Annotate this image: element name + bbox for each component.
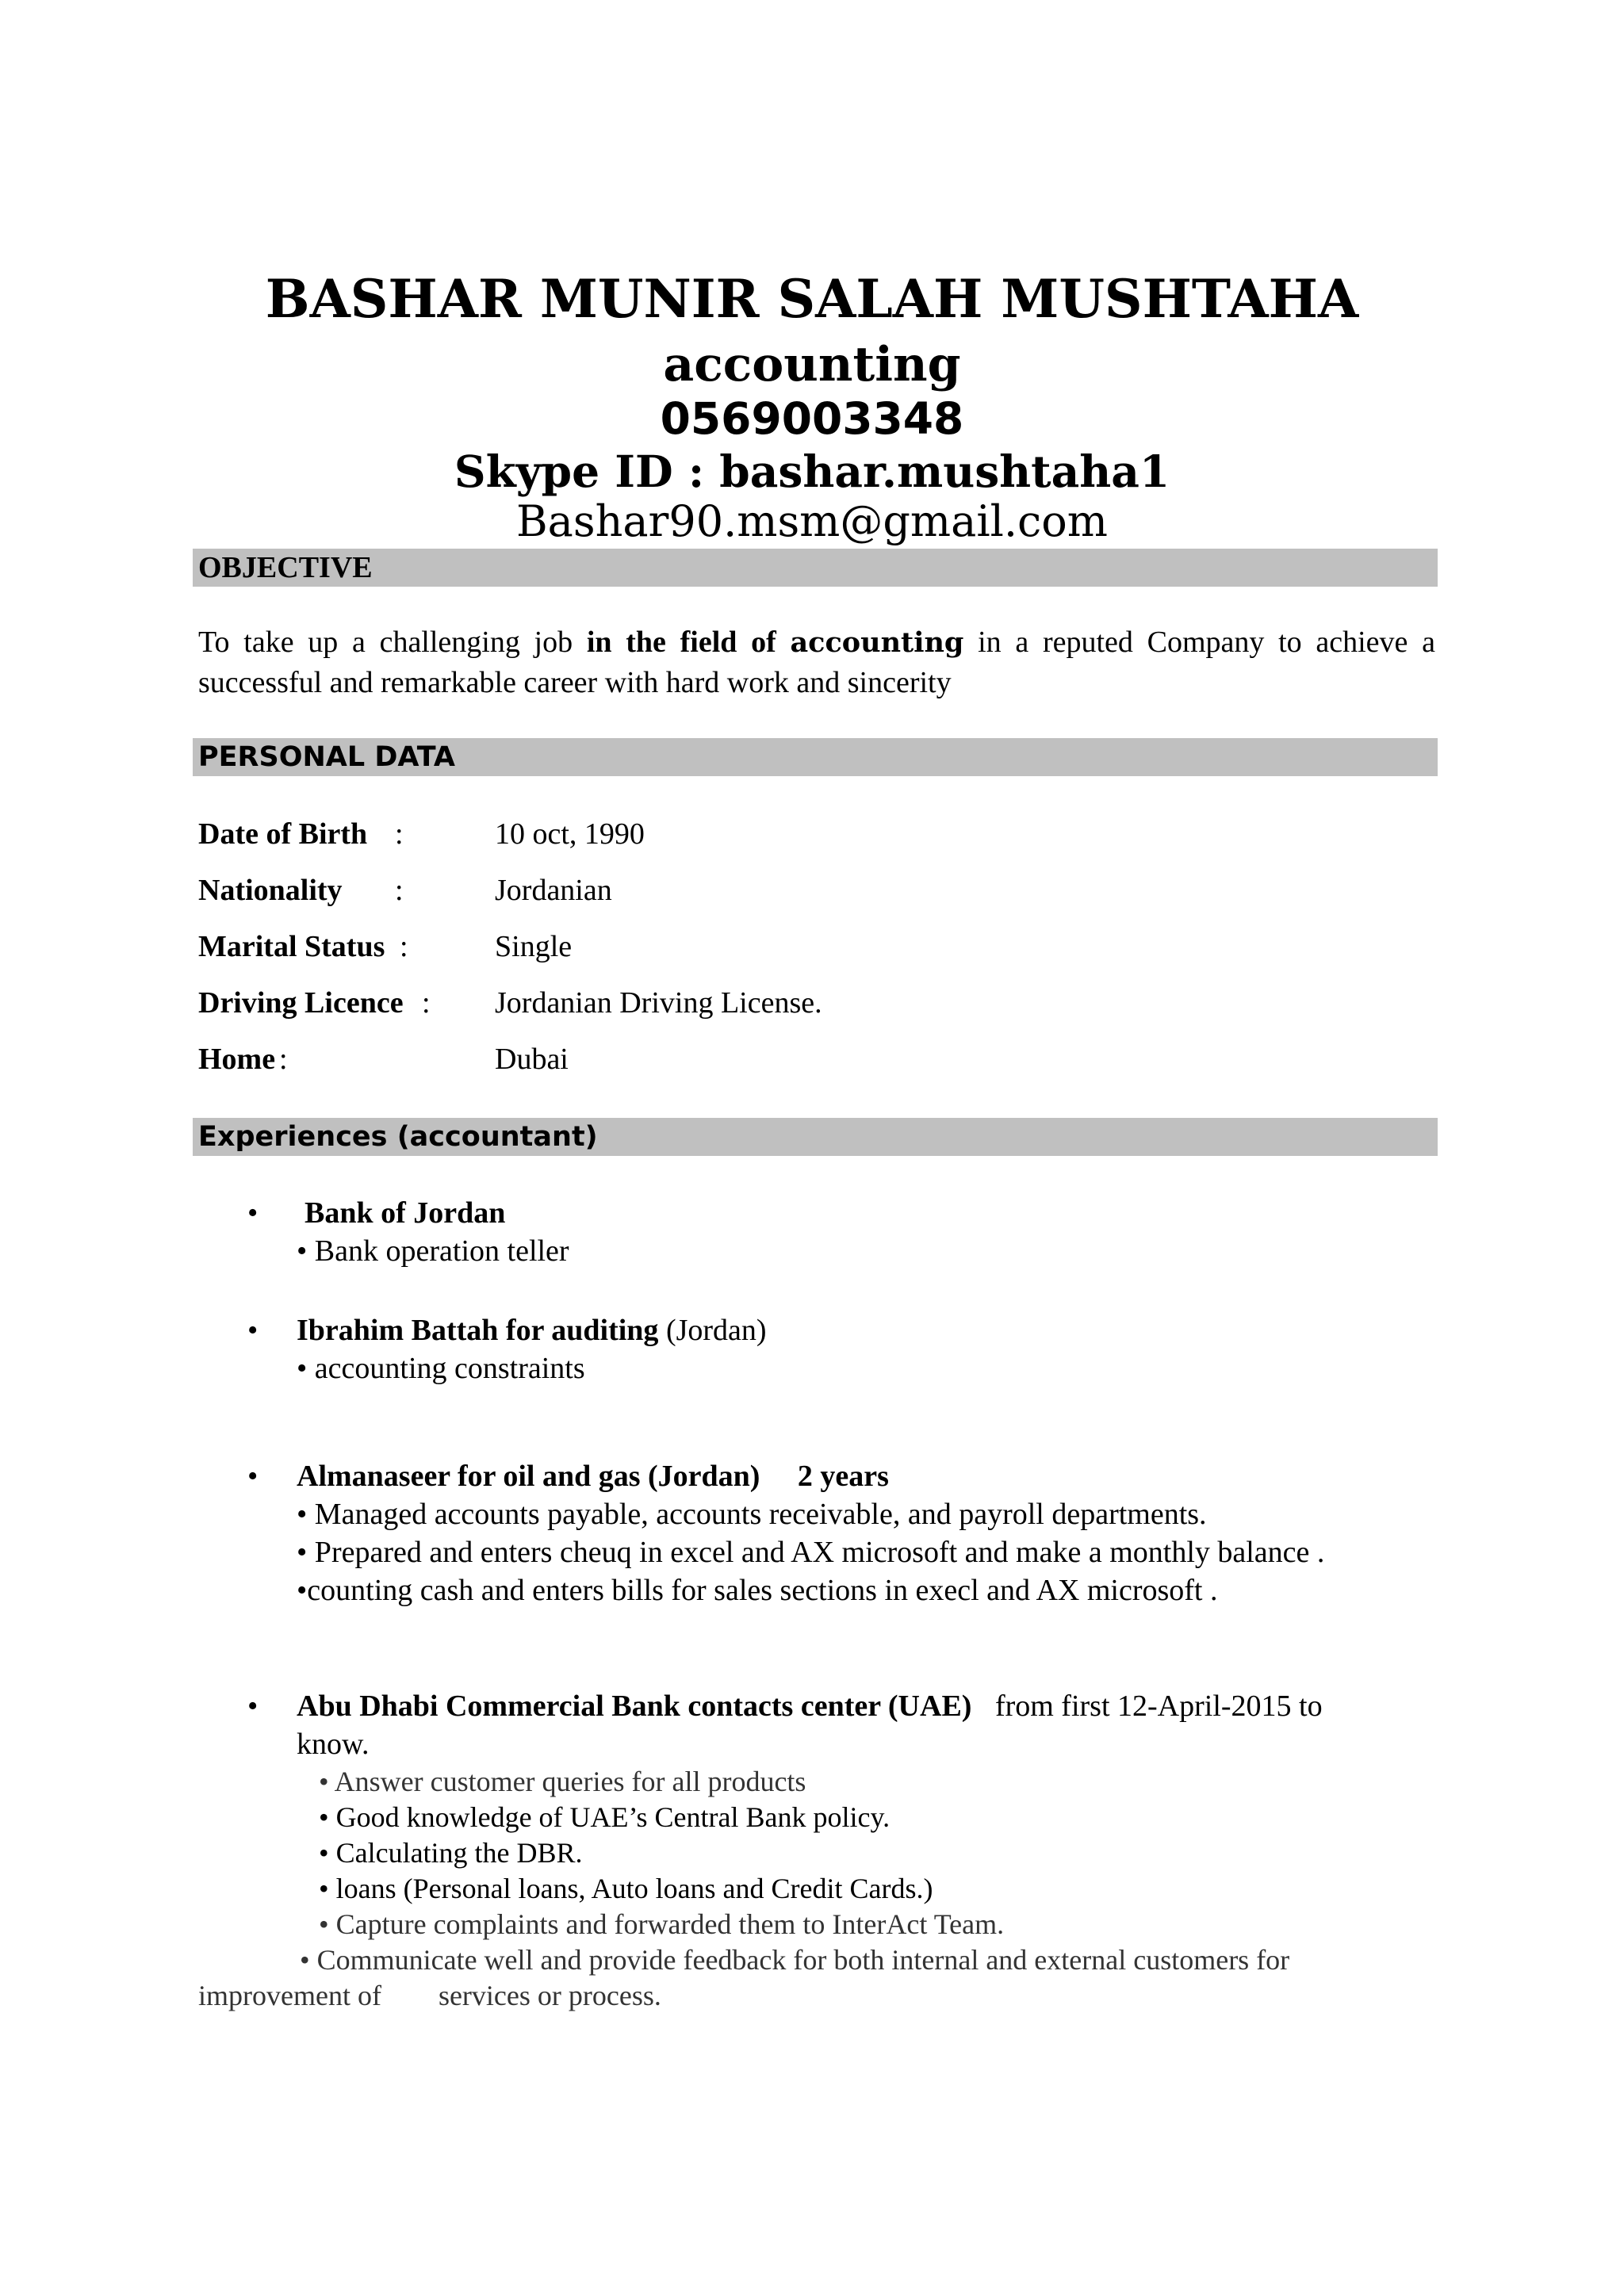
experience-employer: Bank of Jordan [304,1196,506,1230]
personal-value: Jordanian [495,874,612,907]
objective-text-rest: in a reputed Company to achieve a successful and remarkable career with hard work and sincerity [198,626,1435,699]
section-heading-objective: OBJECTIVE [193,549,1438,587]
bullet-icon: • [247,1460,259,1493]
experience-employer: Almanaseer for oil and gas (Jordan) 2 years [297,1460,889,1493]
skype-id: Skype ID : bashar.mushtaha1 [454,446,1170,497]
personal-row-marital [198,929,1435,969]
experience-employer-line [297,1313,767,1348]
bullet-icon: • [247,1314,259,1347]
personal-label: Nationality [198,874,343,907]
experience-duty: • Bank operation teller [297,1234,569,1268]
experience-duty-continued: improvement of services or process. [198,1980,661,2011]
bullet-icon: • [247,1689,259,1723]
personal-value: Jordanian Driving License. [495,986,822,1020]
objective-text-part: To take up a challenging job [198,626,573,659]
objective-text-field: accounting [790,626,964,659]
personal-colon: : [395,817,404,851]
experience-period-continued: know. [297,1728,370,1761]
bullet-icon: • [247,1196,259,1230]
experience-duty: • Good knowledge of UAE’s Central Bank policy. [319,1801,891,1833]
personal-value: 10 oct, 1990 [495,817,645,851]
experience-duty: • loans (Personal loans, Auto loans and Credit Cards.) [319,1873,933,1904]
experience-duty: • Prepared and enters cheuq in excel and AX microsoft and make a monthly balance . [297,1536,1325,1569]
objective-text-emphasis: in the field of [586,626,776,659]
section-heading-experiences: Experiences (accountant) [193,1118,1438,1156]
experience-duty: •counting cash and enters bills for sales sections in execl and AX microsoft . [297,1574,1218,1607]
personal-colon: : [422,986,431,1020]
personal-row-birth [198,817,1435,856]
personal-label: Driving Licence [198,986,404,1020]
personal-row-home [198,1042,1435,1081]
personal-value: Dubai [495,1043,569,1076]
email-address: Bashar90.msm@gmail.com [515,496,1108,546]
experience-duty: • Managed accounts payable, accounts receivable, and payroll departments. [297,1498,1207,1531]
job-title: accounting [663,337,961,392]
phone-number: 0569003348 [660,393,964,444]
experience-duty: • Capture complaints and forwarded them to InterAct Team. [319,1908,1005,1940]
experience-duty: • accounting constraints [297,1352,585,1385]
experience-employer-line [297,1689,1323,1724]
personal-colon: : [395,874,404,907]
personal-label: Date of Birth [198,817,368,851]
personal-label: Home [198,1043,276,1076]
experience-duty: • Answer customer queries for all products [319,1766,806,1797]
personal-label: Marital Status [198,930,385,963]
experience-employer: Ibrahim Battah for auditing [297,1314,659,1347]
section-heading-personal-data: PERSONAL DATA [193,738,1438,776]
experience-employer: Abu Dhabi Commercial Bank contacts center (UAE) [297,1689,972,1723]
experience-period: from first 12-April-2015 to [994,1689,1323,1723]
personal-row-nationality [198,873,1435,913]
experience-location: (Jordan) [665,1314,767,1347]
personal-colon: : [400,930,408,963]
personal-value: Single [495,930,573,963]
objective-text [198,622,1435,702]
personal-colon: : [279,1043,288,1076]
experience-duty: • Calculating the DBR. [319,1837,583,1869]
personal-row-licence [198,985,1435,1025]
experience-duty: • Communicate well and provide feedback for both internal and external customers for [300,1944,1290,1976]
candidate-name: BASHAR MUNIR SALAH MUSHTAHA [265,268,1359,330]
